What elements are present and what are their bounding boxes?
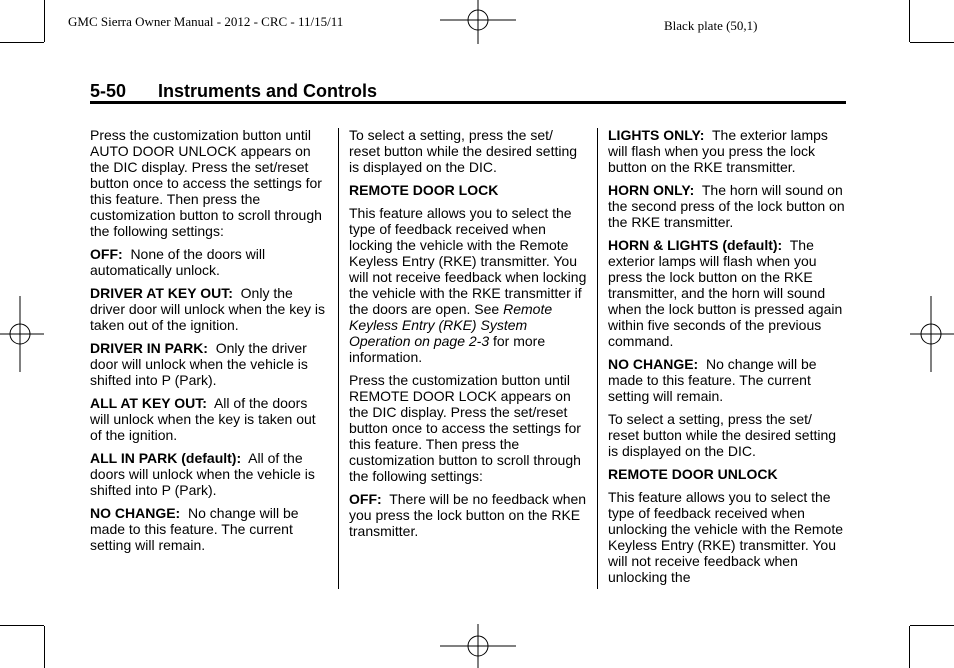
crop-mark-tl-h <box>0 42 44 43</box>
setting-text: Only the driver door will unlock when the key is taken out of the ignition. <box>90 285 325 333</box>
section-title: Instruments and Controls <box>158 81 378 101</box>
list-item <box>90 505 328 553</box>
column-divider-1 <box>338 128 339 589</box>
page-number: 5-50 <box>90 81 127 101</box>
subheading-remote-door-lock: REMOTE DOOR LOCK <box>349 182 499 198</box>
list-item <box>608 237 846 349</box>
header-rule <box>90 101 846 104</box>
column-3 <box>608 127 846 592</box>
setting-text: The exterior lamps will flash when you press the lock button on the RKE transmitter. <box>608 127 828 175</box>
setting-text: All of the doors will unlock when the key is taken out of the ignition. <box>90 395 316 443</box>
list-item <box>90 285 328 333</box>
setting-text: All of the doors will unlock when the vehicle is shifted into P (Park). <box>90 450 315 498</box>
col2-select-instructions: To select a setting, press the set/ reset button while the desired setting is displayed on the DIC. <box>349 127 578 175</box>
col1-intro: Press the customization button until AUTO DOOR UNLOCK appears on the DIC display. Press the set/reset button once to access the settings for this feature. Then press the customization button to scroll through the following settings: <box>90 127 322 239</box>
registration-mark-left-icon <box>0 296 44 372</box>
setting-term: ALL AT KEY OUT: <box>90 395 207 411</box>
list-item <box>608 182 846 230</box>
setting-term: LIGHTS ONLY: <box>608 127 705 143</box>
section-header <box>90 81 377 102</box>
registration-mark-right-icon <box>910 296 954 372</box>
registration-mark-top-icon <box>440 0 516 44</box>
crop-mark-tr-h <box>910 42 954 43</box>
col3-select-instructions: To select a setting, press the set/ reset button while the desired setting is displayed on the DIC. <box>608 411 837 459</box>
setting-text: Only the driver door will unlock when the vehicle is shifted into P (Park). <box>90 340 308 388</box>
paragraph-text: for more information. <box>349 333 546 365</box>
column-divider-2 <box>597 128 598 589</box>
crop-mark-tl-v <box>44 0 45 42</box>
setting-text: There will be no feedback when you press the lock button on the RKE transmitter. <box>349 491 587 539</box>
list-item <box>90 450 328 498</box>
setting-term: OFF: <box>349 491 382 507</box>
registration-mark-bottom-icon <box>440 624 516 668</box>
list-item <box>90 246 328 278</box>
setting-text: The exterior lamps will flash when you press the lock button on the RKE transmitter, and the horn will sound when the lock button is pressed again within five seconds of the previous command. <box>608 237 843 349</box>
list-item <box>349 491 587 539</box>
crop-mark-bl-h <box>0 625 44 626</box>
setting-text: None of the doors will automatically unlock. <box>90 246 266 278</box>
setting-term: OFF: <box>90 246 123 262</box>
setting-term: NO CHANGE: <box>90 505 181 521</box>
crop-mark-br-h <box>910 625 954 626</box>
setting-term: DRIVER IN PARK: <box>90 340 208 356</box>
cross-reference-link[interactable]: Remote Keyless Entry (RKE) System Operation on page 2-3 <box>349 301 553 349</box>
subheading-remote-door-unlock: REMOTE DOOR UNLOCK <box>608 466 778 482</box>
col2-feature-description <box>349 205 587 365</box>
list-item <box>90 340 328 388</box>
running-header-right: Black plate (50,1) <box>664 18 758 33</box>
col2-customization-instructions: Press the customization button until REMOTE DOOR LOCK appears on the DIC display. Press the set/reset button once to access the settings for this feature. Then press the customization button to scroll through the following settings: <box>349 372 581 484</box>
running-header-left: GMC Sierra Owner Manual - 2012 - CRC - 11/15/11 <box>68 14 344 29</box>
crop-mark-bl-v <box>44 626 45 668</box>
setting-term: HORN & LIGHTS (default): <box>608 237 783 253</box>
setting-term: NO CHANGE: <box>608 356 699 372</box>
setting-term: DRIVER AT KEY OUT: <box>90 285 233 301</box>
setting-text: No change will be made to this feature. The current setting will remain. <box>90 505 299 553</box>
paragraph-text: This feature allows you to select the type of feedback received when locking the vehicle with the Remote Keyless Entry (RKE) transmitter. You will not receive feedback when locking the vehicle with the RKE transmitter if the doors are open. See <box>349 205 587 317</box>
column-1 <box>90 127 328 560</box>
list-item <box>608 127 846 175</box>
crop-mark-br-v <box>909 626 910 668</box>
list-item <box>608 356 846 404</box>
setting-term: ALL IN PARK (default): <box>90 450 242 466</box>
setting-text: No change will be made to this feature. The current setting will remain. <box>608 356 817 404</box>
setting-term: HORN ONLY: <box>608 182 695 198</box>
column-2 <box>349 127 587 546</box>
list-item <box>90 395 328 443</box>
crop-mark-tr-v <box>909 0 910 42</box>
col3-feature-description: This feature allows you to select the type of feedback received when unlocking the vehicle with the Remote Keyless Entry (RKE) transmitter. You will not receive feedback when unlocking the <box>608 489 844 585</box>
setting-text: The horn will sound on the second press of the lock button on the RKE transmitter. <box>608 182 845 230</box>
